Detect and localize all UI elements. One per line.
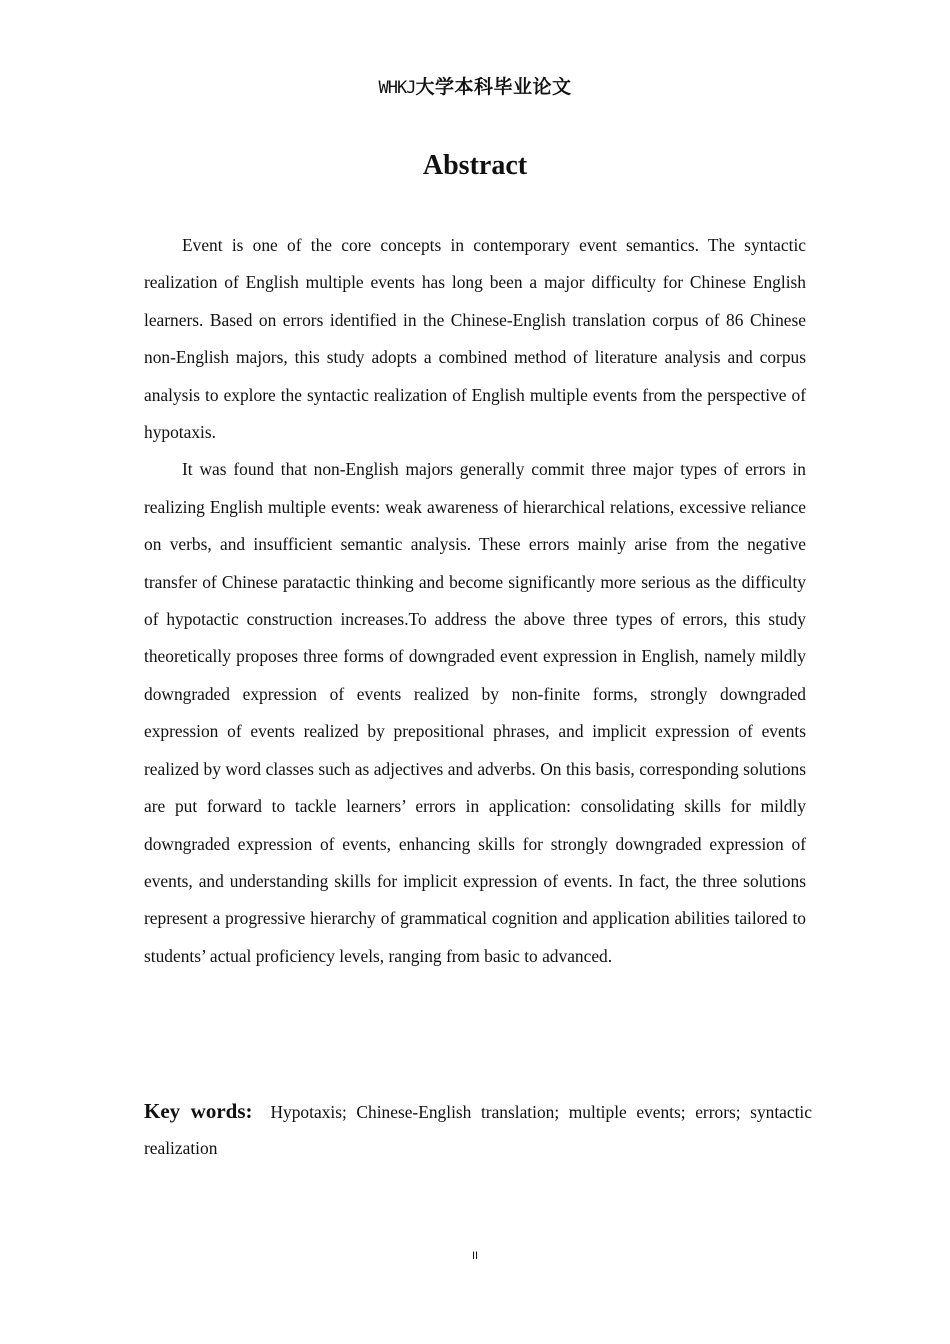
abstract-paragraph-1: Event is one of the core concepts in contemporary event semantics. The syntactic realization of English multiple events has long been a major difficulty for Chinese English learners. Based on errors identified in the Chinese-English translation corpus of 86 Chinese non-English majors, this study adopts a combined method of literature analysis and corpus analysis to explore the syntactic realization of English multiple events from the perspective of hypotaxis. [144,235,806,443]
keywords-label: Key words: [144,1099,253,1123]
page-number: II [471,1250,479,1262]
header-latin-text: WHKJ [378,78,416,98]
abstract-body [144,227,806,975]
header-cjk-text: 大学本科毕业论文 [415,76,572,98]
abstract-title: Abstract [422,150,528,181]
keywords-block [144,1093,812,1166]
abstract-paragraph-2: It was found that non-English majors generally commit three major types of errors in realizing English multiple events: weak awareness of hierarchical relations, excessive reliance on verbs, and insufficient semantic analysis. These errors mainly arise from the negative transfer of Chinese paratactic thinking and become significantly more serious as the difficulty of hypotactic construction increases.To address the above three types of errors, this study theoretically proposes three forms of downgraded event expression in English, namely mildly downgraded expression of events realized by non-finite forms, strongly downgraded expression of events realized by prepositional phrases, and implicit expression of events realized by word classes such as adjectives and adverbs. On this basis, corresponding solutions are put forward to tackle learners’ errors in application: consolidating skills for mildly downgraded expression of events, enhancing skills for strongly downgraded expression of events, and understanding skills for implicit expression of events. In fact, the three solutions represent a progressive hierarchy of grammatical cognition and application abilities tailored to students’ actual proficiency levels, ranging from basic to advanced. [144,459,806,966]
keywords-text: Hypotaxis; Chinese-English translation; multiple events; errors; syntactic realization [144,1102,812,1158]
running-header [0,74,950,101]
